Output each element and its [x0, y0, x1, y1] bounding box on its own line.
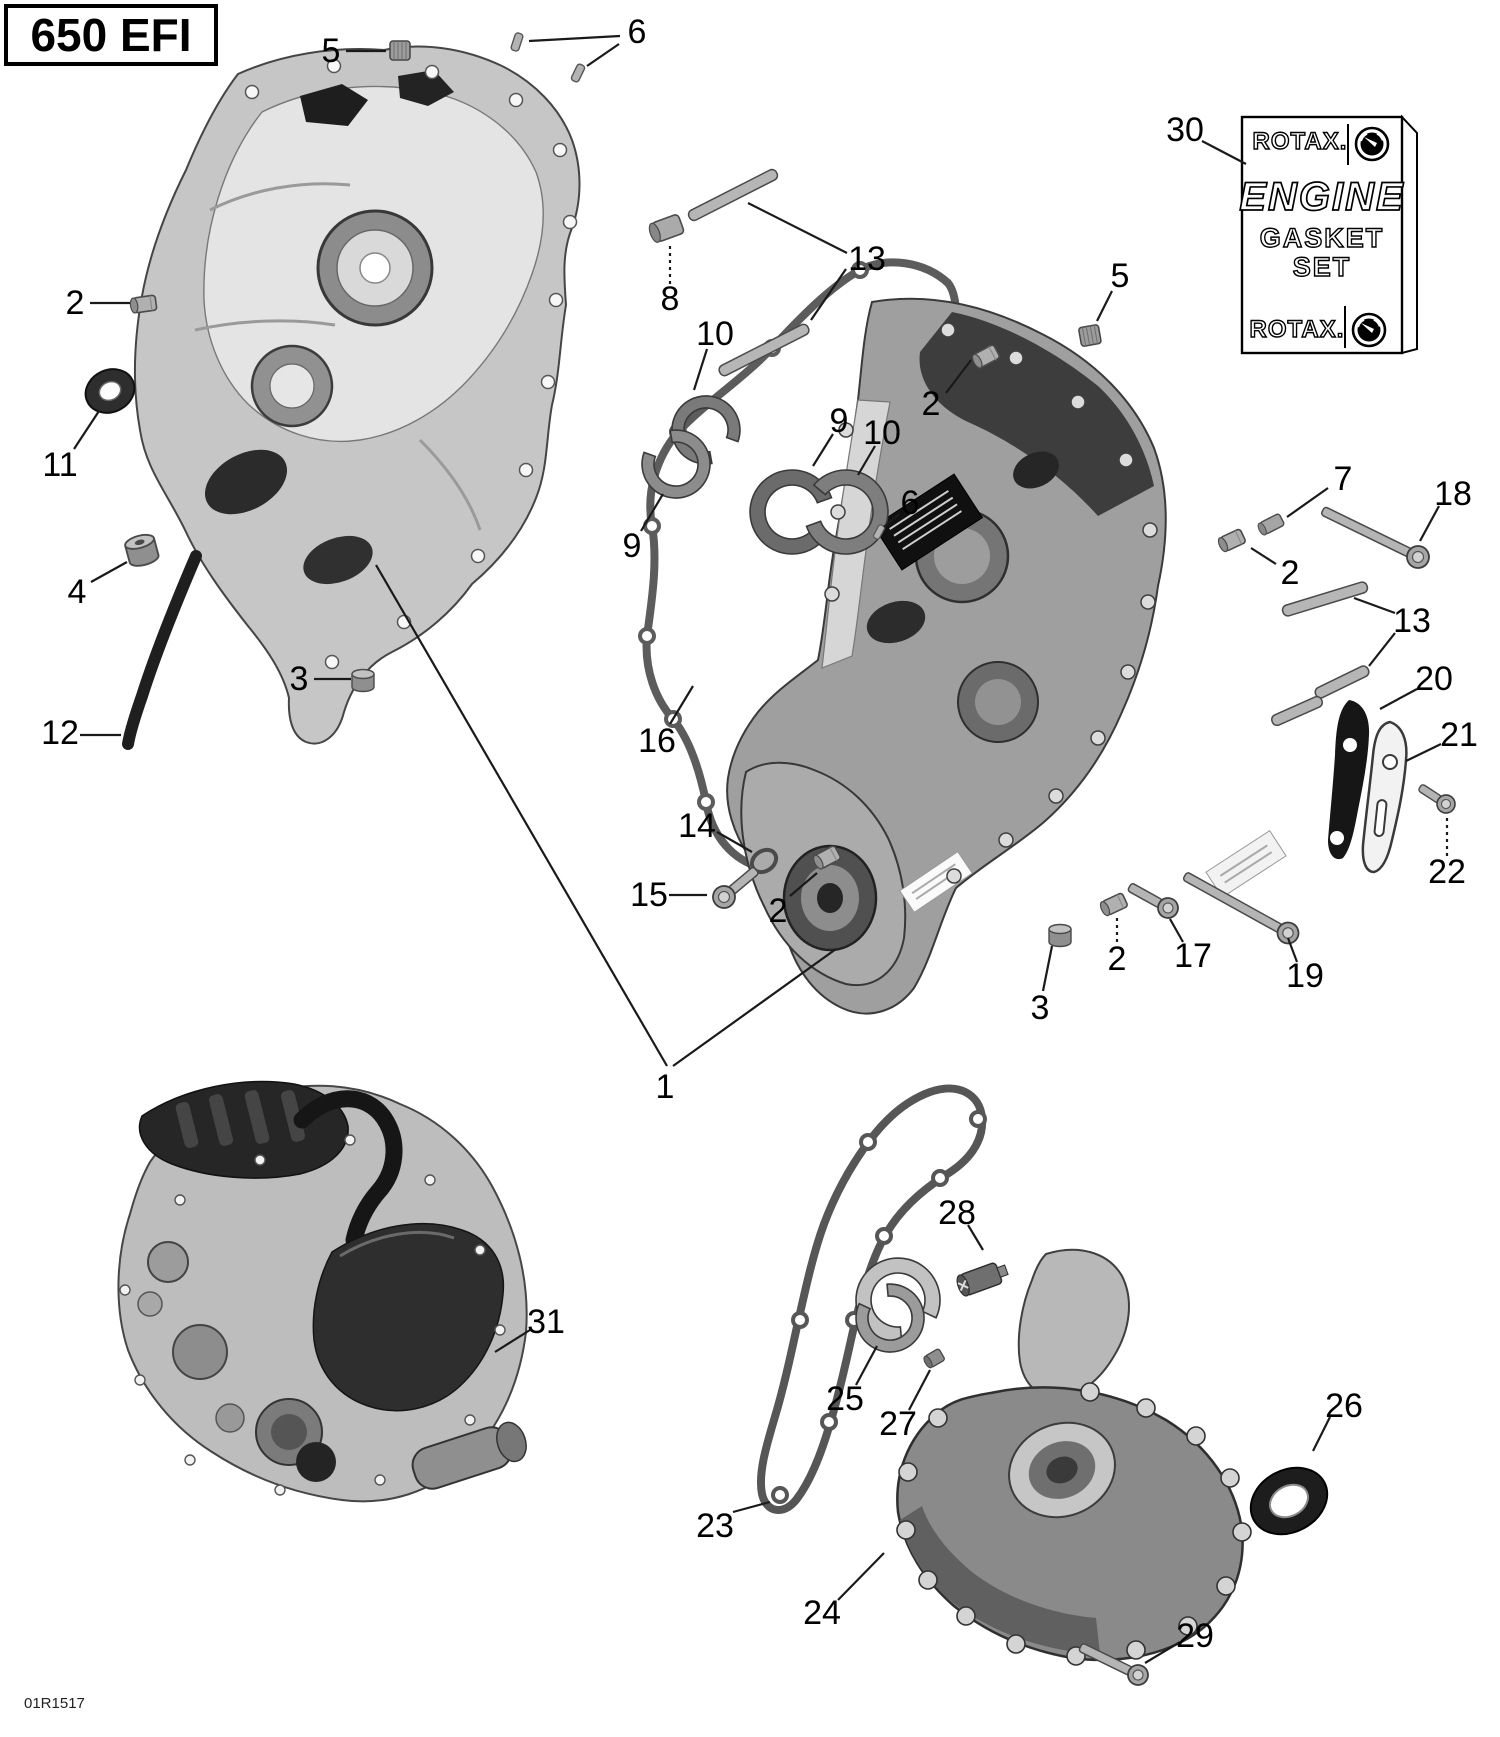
dowel-pin-small: [510, 32, 523, 52]
callout-19: 19: [1286, 957, 1324, 995]
callout-13: 13: [848, 240, 886, 278]
leader-line-13: [1354, 598, 1395, 613]
leader-line-1: [376, 565, 667, 1066]
callout-29: 29: [1176, 1617, 1214, 1655]
sticker: [1206, 831, 1286, 898]
magneto-cover: [897, 1250, 1251, 1665]
callout-2: 2: [65, 284, 85, 322]
magnetic-plug: [1049, 925, 1071, 947]
callout-31: 31: [527, 1303, 565, 1341]
oil-seal: [78, 361, 141, 420]
flange-bolt-short: [1415, 780, 1458, 817]
callout-1: 1: [655, 1068, 675, 1106]
drawing-code: 01R1517: [24, 1695, 85, 1712]
crankshaft-seal: [1239, 1455, 1339, 1547]
callout-23: 23: [696, 1507, 734, 1545]
screw-plug: [1078, 324, 1101, 346]
dowel-pin: [1217, 529, 1247, 553]
callout-4: 4: [67, 573, 87, 611]
balancer-bore: [252, 346, 332, 426]
dowel-pin-small: [570, 63, 585, 83]
bushing: [647, 214, 684, 244]
callout-9: 9: [622, 527, 642, 565]
callout-10: 10: [696, 315, 734, 353]
leader-line-1: [673, 949, 836, 1066]
leader-line-21: [1406, 744, 1441, 761]
flange-bolt: [1125, 878, 1182, 922]
leader-line-20: [1380, 689, 1417, 709]
oil-plug: [124, 532, 160, 568]
callout-3: 3: [1030, 989, 1050, 1027]
leader-line-10: [694, 349, 707, 390]
oil-hose: [128, 556, 196, 744]
callout-11: 11: [42, 446, 78, 484]
kit-brand-bottom: ROTAX.: [1249, 316, 1345, 343]
leader-line-3: [1043, 946, 1052, 991]
callout-20: 20: [1415, 660, 1453, 698]
leader-line-2: [1251, 548, 1276, 564]
callout-17: 17: [1174, 937, 1212, 975]
leader-line-5: [1097, 291, 1112, 321]
callout-2: 2: [768, 892, 788, 930]
screw-plug: [390, 41, 410, 60]
callout-27: 27: [879, 1405, 917, 1443]
leader-line-24: [838, 1553, 884, 1600]
flange-bolt-long: [1318, 501, 1433, 572]
magnetic-plug: [352, 670, 374, 692]
kit-subtitle-2: SET: [1292, 252, 1352, 282]
leader-line-6: [529, 36, 620, 41]
leader-line-13: [748, 203, 847, 253]
callout-13: 13: [1393, 602, 1431, 640]
oil-jet: [955, 1259, 1010, 1297]
callout-5: 5: [1110, 257, 1130, 295]
bushing-small: [922, 1348, 945, 1369]
callout-24: 24: [803, 1594, 841, 1632]
guide-plate: [1363, 722, 1407, 872]
leader-line-6: [587, 44, 619, 66]
callout-25: 25: [826, 1380, 864, 1418]
callout-7: 7: [1333, 460, 1353, 498]
brp-gauge-icon: [1356, 128, 1388, 160]
callout-2: 2: [1107, 940, 1127, 978]
callout-3: 3: [289, 660, 309, 698]
callout-28: 28: [938, 1194, 976, 1232]
callout-16: 16: [638, 722, 676, 760]
leader-line-13: [811, 269, 846, 320]
callout-8: 8: [660, 280, 680, 318]
callout-9: 9: [829, 402, 849, 440]
leader-line-27: [909, 1370, 930, 1410]
dowel-pin: [1099, 893, 1129, 917]
kit-subtitle-1: GASKET: [1259, 223, 1385, 253]
callout-26: 26: [1325, 1387, 1363, 1425]
callout-5: 5: [321, 32, 341, 70]
crankshaft-bearing-lower: [631, 420, 724, 512]
valve-cover: [140, 1082, 349, 1179]
leader-line-13: [1369, 633, 1395, 666]
dowel-pin: [129, 295, 156, 313]
bushing-small: [1256, 513, 1284, 536]
model-badge: [6, 6, 216, 64]
gasket-kit-box: [1239, 117, 1417, 353]
crankshaft-bore: [318, 211, 432, 325]
callout-2: 2: [921, 385, 941, 423]
callout-21: 21: [1440, 716, 1478, 754]
leader-line-4: [91, 562, 127, 582]
callout-10: 10: [863, 414, 901, 452]
brp-gauge-icon: [1353, 314, 1385, 346]
model-badge-label: 650 EFI: [30, 9, 192, 61]
leader-line-30: [1202, 141, 1246, 164]
callout-14: 14: [678, 807, 716, 845]
left-crankcase-half: [135, 47, 580, 744]
callout-6: 6: [900, 484, 920, 522]
right-crankcase-half: [727, 299, 1286, 1014]
callout-22: 22: [1428, 853, 1466, 891]
engine-assembly: [118, 1082, 531, 1502]
callout-30: 30: [1166, 111, 1204, 149]
kit-title: ENGINE: [1239, 175, 1405, 219]
callout-12: 12: [41, 714, 79, 752]
callout-6: 6: [627, 13, 647, 51]
callout-2: 2: [1280, 554, 1300, 592]
callout-15: 15: [630, 876, 668, 914]
kit-brand-top: ROTAX.: [1252, 128, 1348, 155]
callout-18: 18: [1434, 475, 1472, 513]
leader-line-11: [74, 411, 99, 449]
